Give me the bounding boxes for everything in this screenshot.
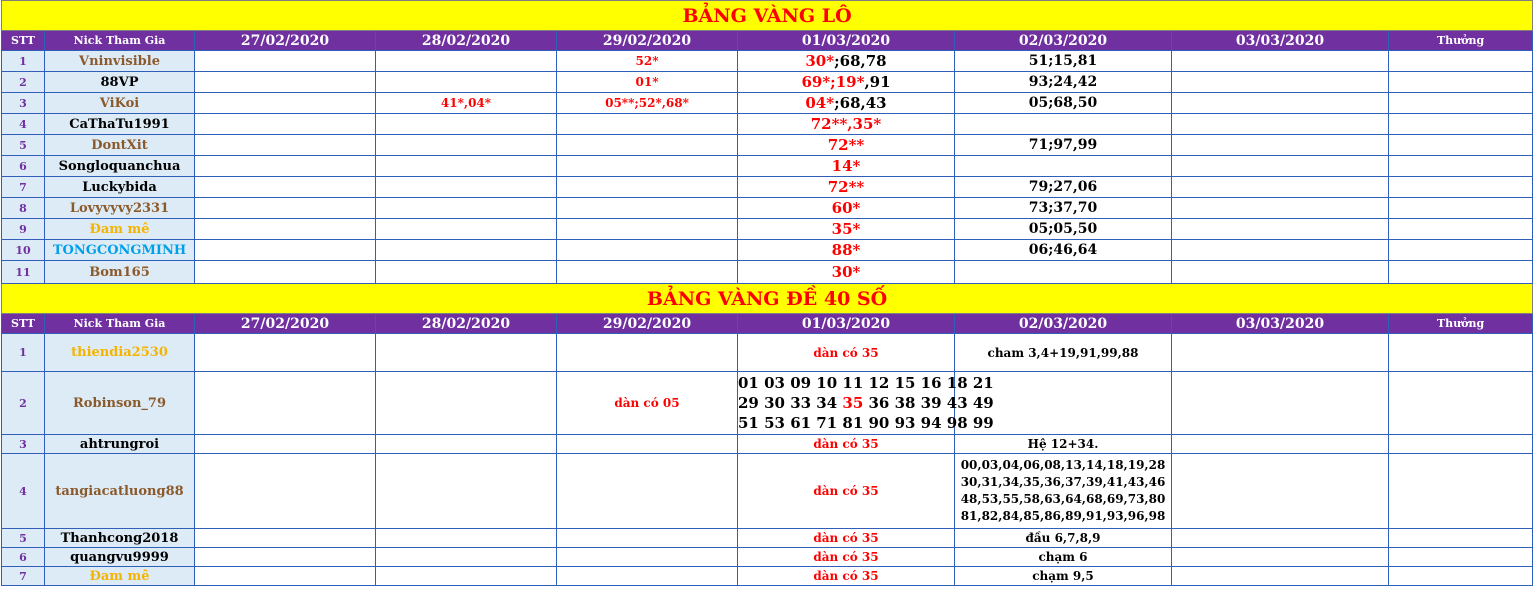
row-nick: quangvu9999 xyxy=(45,548,195,567)
table-row xyxy=(2,435,1533,454)
cell-value: 73;37,70 xyxy=(955,198,1172,219)
cell-empty xyxy=(1389,51,1533,72)
cell-value: dàn có 05 xyxy=(557,372,738,435)
cell-empty xyxy=(195,548,376,567)
cell-value: 01* xyxy=(557,72,738,93)
table-row xyxy=(2,372,1533,435)
header-date: 03/03/2020 xyxy=(1172,31,1389,51)
cell-empty xyxy=(1389,261,1533,284)
cell-empty xyxy=(376,454,557,529)
number-line xyxy=(738,393,994,413)
cell-empty xyxy=(376,435,557,454)
lo-title-row xyxy=(2,1,1533,31)
cell-empty xyxy=(1172,548,1389,567)
cell-value xyxy=(738,177,955,198)
cell-empty xyxy=(195,529,376,548)
cell-value: 05;05,50 xyxy=(955,219,1172,240)
number-line: 48,53,55,58,63,64,68,69,73,80 xyxy=(960,492,1166,506)
cell-value xyxy=(738,114,955,135)
number-line: 81,82,84,85,86,89,91,93,96,98 xyxy=(960,509,1166,523)
cell-value xyxy=(376,177,557,198)
cell-value xyxy=(955,156,1172,177)
table-row xyxy=(2,72,1533,93)
table-row xyxy=(2,529,1533,548)
cell-empty xyxy=(1389,454,1533,529)
cell-empty xyxy=(1172,93,1389,114)
cell-value xyxy=(738,93,955,114)
cell-empty xyxy=(1172,372,1389,435)
row-stt: 4 xyxy=(2,114,45,135)
header-date: 03/03/2020 xyxy=(1172,314,1389,334)
header-date: 29/02/2020 xyxy=(557,31,738,51)
cell-empty xyxy=(1389,435,1533,454)
cell-empty xyxy=(557,435,738,454)
cell-hit: 72** xyxy=(827,178,865,196)
row-stt: 5 xyxy=(2,135,45,156)
cell-value xyxy=(557,114,738,135)
cell-empty xyxy=(1172,529,1389,548)
cell-empty xyxy=(195,454,376,529)
cell-rest: ;68,78 xyxy=(834,52,887,70)
cell-value xyxy=(376,261,557,284)
row-stt: 5 xyxy=(2,529,45,548)
cell-empty xyxy=(195,156,376,177)
cell-empty xyxy=(557,454,738,529)
cell-empty xyxy=(1172,240,1389,261)
row-nick: Vninvisible xyxy=(45,51,195,72)
cell-value: 71;97,99 xyxy=(955,135,1172,156)
cell-empty xyxy=(376,567,557,586)
cell-empty xyxy=(195,240,376,261)
cell-empty xyxy=(1172,198,1389,219)
cell-hit: 30* xyxy=(831,263,861,281)
cell-empty xyxy=(1172,51,1389,72)
table-row xyxy=(2,334,1533,372)
cell-value: 06;46,64 xyxy=(955,240,1172,261)
header-date: 28/02/2020 xyxy=(376,314,557,334)
table-row xyxy=(2,261,1533,284)
cell-empty xyxy=(1389,567,1533,586)
cell-value xyxy=(557,240,738,261)
cell-empty xyxy=(1172,454,1389,529)
cell-hit: 88* xyxy=(831,241,861,259)
cell-value: chạm 6 xyxy=(955,548,1172,567)
cell-hit: 69*;19* xyxy=(801,73,865,91)
cell-empty xyxy=(1389,219,1533,240)
cell-value: dàn có 35 xyxy=(738,529,955,548)
cell-empty xyxy=(1172,114,1389,135)
header-date: 27/02/2020 xyxy=(195,314,376,334)
cell-empty xyxy=(557,529,738,548)
cell-empty xyxy=(195,435,376,454)
table-row xyxy=(2,156,1533,177)
row-nick: Thanhcong2018 xyxy=(45,529,195,548)
row-stt: 8 xyxy=(2,198,45,219)
row-nick: ahtrungroi xyxy=(45,435,195,454)
de-header-row xyxy=(2,314,1533,334)
cell-empty xyxy=(195,72,376,93)
header-date: 29/02/2020 xyxy=(557,314,738,334)
row-stt: 6 xyxy=(2,548,45,567)
row-nick: TONGCONGMINH xyxy=(45,240,195,261)
header-date: 02/03/2020 xyxy=(955,314,1172,334)
cell-value xyxy=(738,261,955,284)
row-stt: 10 xyxy=(2,240,45,261)
cell-value: 05;68,50 xyxy=(955,93,1172,114)
cell-empty xyxy=(195,219,376,240)
cell-value: 79;27,06 xyxy=(955,177,1172,198)
cell-value: dàn có 35 xyxy=(738,334,955,372)
number-line: 30,31,34,35,36,37,39,41,43,46 xyxy=(960,475,1166,489)
cell-empty xyxy=(1172,261,1389,284)
table-row xyxy=(2,240,1533,261)
de-title-row xyxy=(2,284,1533,314)
cell-empty xyxy=(1172,156,1389,177)
cell-empty xyxy=(1389,93,1533,114)
cell-empty xyxy=(195,198,376,219)
cell-empty xyxy=(1172,72,1389,93)
cell-empty xyxy=(376,529,557,548)
cell-empty xyxy=(195,372,376,435)
header-date: 27/02/2020 xyxy=(195,31,376,51)
cell-value xyxy=(376,198,557,219)
header-nick: Nick Tham Gia xyxy=(45,31,195,51)
cell-value xyxy=(557,177,738,198)
cell-empty xyxy=(376,334,557,372)
cell-empty xyxy=(195,261,376,284)
number-part: 36 38 39 43 49 xyxy=(863,394,994,412)
table-row xyxy=(2,548,1533,567)
cell-value xyxy=(557,198,738,219)
number-part: 29 30 33 34 xyxy=(738,394,843,412)
cell-empty xyxy=(1172,435,1389,454)
cell-value: 05**;52*,68* xyxy=(557,93,738,114)
cell-value: Hệ 12+34. xyxy=(955,435,1172,454)
cell-empty xyxy=(557,567,738,586)
lo-table xyxy=(1,0,1533,586)
cell-empty xyxy=(1389,240,1533,261)
de-title: BẢNG VÀNG ĐỀ 40 SỐ xyxy=(2,284,1533,314)
cell-rest: ,91 xyxy=(864,73,891,91)
cell-value xyxy=(955,261,1172,284)
cell-empty xyxy=(1389,177,1533,198)
cell-value: cham 3,4+19,91,99,88 xyxy=(955,334,1172,372)
table-row xyxy=(2,135,1533,156)
cell-value xyxy=(738,135,955,156)
header-stt: STT xyxy=(2,31,45,51)
cell-empty xyxy=(1389,156,1533,177)
cell-rest: ;68,43 xyxy=(834,94,887,112)
cell-value xyxy=(557,261,738,284)
table-row xyxy=(2,198,1533,219)
row-stt: 11 xyxy=(2,261,45,284)
header-nick: Nick Tham Gia xyxy=(45,314,195,334)
cell-value xyxy=(738,240,955,261)
cell-empty xyxy=(1389,135,1533,156)
header-stt: STT xyxy=(2,314,45,334)
row-stt: 7 xyxy=(2,177,45,198)
row-nick: 88VP xyxy=(45,72,195,93)
table-row xyxy=(2,454,1533,529)
cell-empty xyxy=(1389,114,1533,135)
cell-value: đầu 6,7,8,9 xyxy=(955,529,1172,548)
cell-empty xyxy=(195,114,376,135)
row-nick: Lovyvyvy2331 xyxy=(45,198,195,219)
cell-empty xyxy=(1389,334,1533,372)
cell-hit: 30* xyxy=(805,52,835,70)
row-stt: 1 xyxy=(2,51,45,72)
cell-value: 41*,04* xyxy=(376,93,557,114)
cell-hit: 14* xyxy=(831,157,861,175)
header-prize: Thưởng xyxy=(1389,31,1533,51)
row-nick: ViKoi xyxy=(45,93,195,114)
cell-empty xyxy=(1172,219,1389,240)
cell-value: dàn có 35 xyxy=(738,567,955,586)
cell-empty xyxy=(1389,548,1533,567)
cell-value xyxy=(738,198,955,219)
row-stt: 3 xyxy=(2,435,45,454)
cell-value xyxy=(738,51,955,72)
cell-empty xyxy=(1172,177,1389,198)
cell-empty xyxy=(195,567,376,586)
table-row xyxy=(2,219,1533,240)
number-line: 00,03,04,06,08,13,14,18,19,28 xyxy=(960,458,1166,472)
cell-value xyxy=(738,156,955,177)
cell-hit: 35* xyxy=(831,220,861,238)
cell-empty xyxy=(1172,567,1389,586)
cell-hit: 72**,35* xyxy=(810,115,882,133)
cell-empty xyxy=(195,135,376,156)
header-date: 01/03/2020 xyxy=(738,31,955,51)
row-nick: Bom165 xyxy=(45,261,195,284)
cell-value xyxy=(738,72,955,93)
row-nick: Đam mê xyxy=(45,567,195,586)
number-list xyxy=(738,372,994,435)
cell-value xyxy=(376,114,557,135)
number-line: 51 53 61 71 81 90 93 94 98 99 xyxy=(738,414,994,432)
cell-value: dàn có 35 xyxy=(738,435,955,454)
cell-hit: 04* xyxy=(805,94,835,112)
cell-empty xyxy=(557,548,738,567)
row-stt: 1 xyxy=(2,334,45,372)
header-date: 28/02/2020 xyxy=(376,31,557,51)
cell-value: dàn có 35 xyxy=(738,548,955,567)
lo-title: BẢNG VÀNG LÔ xyxy=(2,1,1533,31)
row-stt: 4 xyxy=(2,454,45,529)
row-stt: 7 xyxy=(2,567,45,586)
row-nick: tangiacatluong88 xyxy=(45,454,195,529)
cell-empty xyxy=(376,548,557,567)
table-row xyxy=(2,51,1533,72)
cell-value: dàn có 35 xyxy=(738,454,955,529)
cell-value xyxy=(557,156,738,177)
cell-value xyxy=(376,135,557,156)
row-stt: 2 xyxy=(2,72,45,93)
cell-value xyxy=(376,219,557,240)
cell-empty xyxy=(1389,72,1533,93)
row-nick: Robinson_79 xyxy=(45,372,195,435)
cell-empty xyxy=(557,334,738,372)
row-nick: Songloquanchua xyxy=(45,156,195,177)
cell-value xyxy=(955,114,1172,135)
table-row xyxy=(2,177,1533,198)
cell-empty xyxy=(195,51,376,72)
cell-value xyxy=(376,156,557,177)
cell-value xyxy=(557,219,738,240)
lo-header-row xyxy=(2,31,1533,51)
cell-empty xyxy=(1172,135,1389,156)
table-row xyxy=(2,93,1533,114)
table-row xyxy=(2,114,1533,135)
cell-empty xyxy=(195,93,376,114)
cell-empty xyxy=(376,372,557,435)
cell-empty xyxy=(195,177,376,198)
row-nick: thiendia2530 xyxy=(45,334,195,372)
header-date: 01/03/2020 xyxy=(738,314,955,334)
cell-value xyxy=(738,219,955,240)
cell-empty xyxy=(1172,334,1389,372)
cell-value xyxy=(376,240,557,261)
row-nick: DontXit xyxy=(45,135,195,156)
number-list xyxy=(955,454,1172,529)
row-nick: Luckybida xyxy=(45,177,195,198)
number-line: 01 03 09 10 11 12 15 16 18 21 xyxy=(738,374,994,392)
cell-value xyxy=(376,51,557,72)
header-date: 02/03/2020 xyxy=(955,31,1172,51)
cell-value xyxy=(376,72,557,93)
row-stt: 3 xyxy=(2,93,45,114)
cell-value xyxy=(557,135,738,156)
row-nick: CaThaTu1991 xyxy=(45,114,195,135)
cell-empty xyxy=(1389,529,1533,548)
table-row xyxy=(2,567,1533,586)
header-prize: Thưởng xyxy=(1389,314,1533,334)
cell-hit: 72** xyxy=(827,136,865,154)
cell-value: 51;15,81 xyxy=(955,51,1172,72)
row-stt: 9 xyxy=(2,219,45,240)
row-stt: 2 xyxy=(2,372,45,435)
cell-empty xyxy=(1389,198,1533,219)
cell-hit: 60* xyxy=(831,199,861,217)
number-hit: 35 xyxy=(842,394,864,412)
row-stt: 6 xyxy=(2,156,45,177)
cell-empty xyxy=(195,334,376,372)
cell-value: 52* xyxy=(557,51,738,72)
row-nick: Đam mê xyxy=(45,219,195,240)
cell-empty xyxy=(1389,372,1533,435)
cell-value: 93;24,42 xyxy=(955,72,1172,93)
cell-value: chạm 9,5 xyxy=(955,567,1172,586)
